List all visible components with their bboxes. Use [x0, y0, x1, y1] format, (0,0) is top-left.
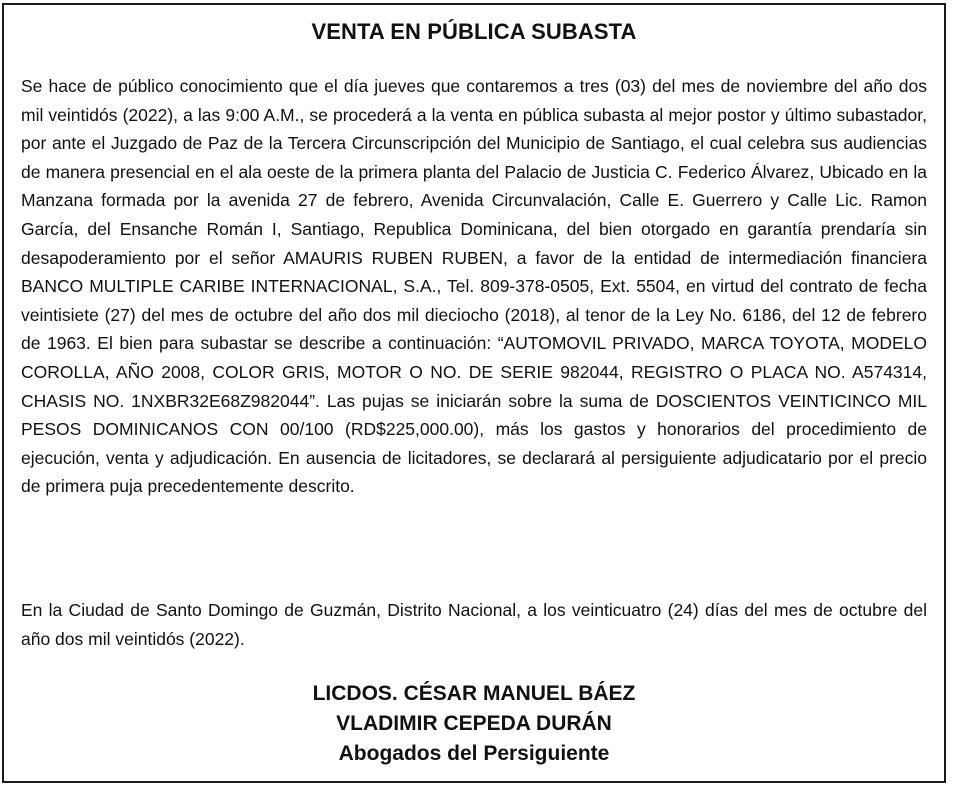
notice-body-paragraph: Se hace de público conocimiento que el día jueves que contaremos a tres (03) del mes de noviembre del año dos mil veintidós (2022), a las 9:00 A.M., se procederá a la venta en pública subasta al mejor postor y último subastador, por ante el Juzgado de Paz de la Tercera Circunscripción del Municipio de Santiago, el cual celebra sus audiencias de manera presencial en el ala oeste de la primera planta del Palacio de Justicia C. Federico Álvarez, Ubicado en la Manzana formada por la avenida 27 de febrero, Avenida Circunvalación, Calle E. Guerrero y Calle Lic. Ramon García, del Ensanche Román I, Santiago, Republica Dominicana, del bien otorgado en garantía prendaría sin desapoderamiento por el señor AMAURIS RUBEN RUBEN, a favor de la entidad de intermediación financiera BANCO MULTIPLE CARIBE INTERNACIONAL, S.A., Tel. 809-378-0505, Ext. 5504, en virtud del contrato de fecha veintisiete (27) del mes de octubre del año dos mil dieciocho (2018), al tenor de la Ley No. 6186, del 12 de febrero de 1963. El bien para subastar se describe a continuación: “AUTOMOVIL PRIVADO, MARCA TOYOTA, MODELO COROLLA, AÑO 2008, COLOR GRIS, MOTOR O NO. DE SERIE 982044, REGISTRO O PLACA NO. A574314, CHASIS NO. 1NXBR32E68Z982044”. Las pujas se iniciarán sobre la suma de DOSCIENTOS VEINTICINCO MIL PESOS DOMINICANOS CON 00/100 (RD$225,000.00), más los gastos y honorarios del procedimiento de ejecución, venta y adjudicación. En ausencia de licitadores, se declarará al persiguiente adjudicatario por el precio de primera puja precedentemente descrito.	[21, 76, 927, 497]
signature-line-role: Abogados del Persiguiente	[338, 742, 610, 765]
signature-block	[4, 679, 944, 769]
notice-date-paragraph: En la Ciudad de Santo Domingo de Guzmán, Distrito Nacional, a los veinticuatro (24) días del mes de octubre del año dos mil veintidós (2022).	[21, 600, 927, 649]
notice-title: VENTA EN PÚBLICA SUBASTA	[311, 19, 637, 44]
legal-notice-box	[2, 3, 946, 783]
signature-line-lawyer-2: VLADIMIR CEPEDA DURÁN	[336, 712, 612, 735]
signature-line-lawyers: LICDOS. CÉSAR MANUEL BÁEZ	[312, 682, 636, 705]
